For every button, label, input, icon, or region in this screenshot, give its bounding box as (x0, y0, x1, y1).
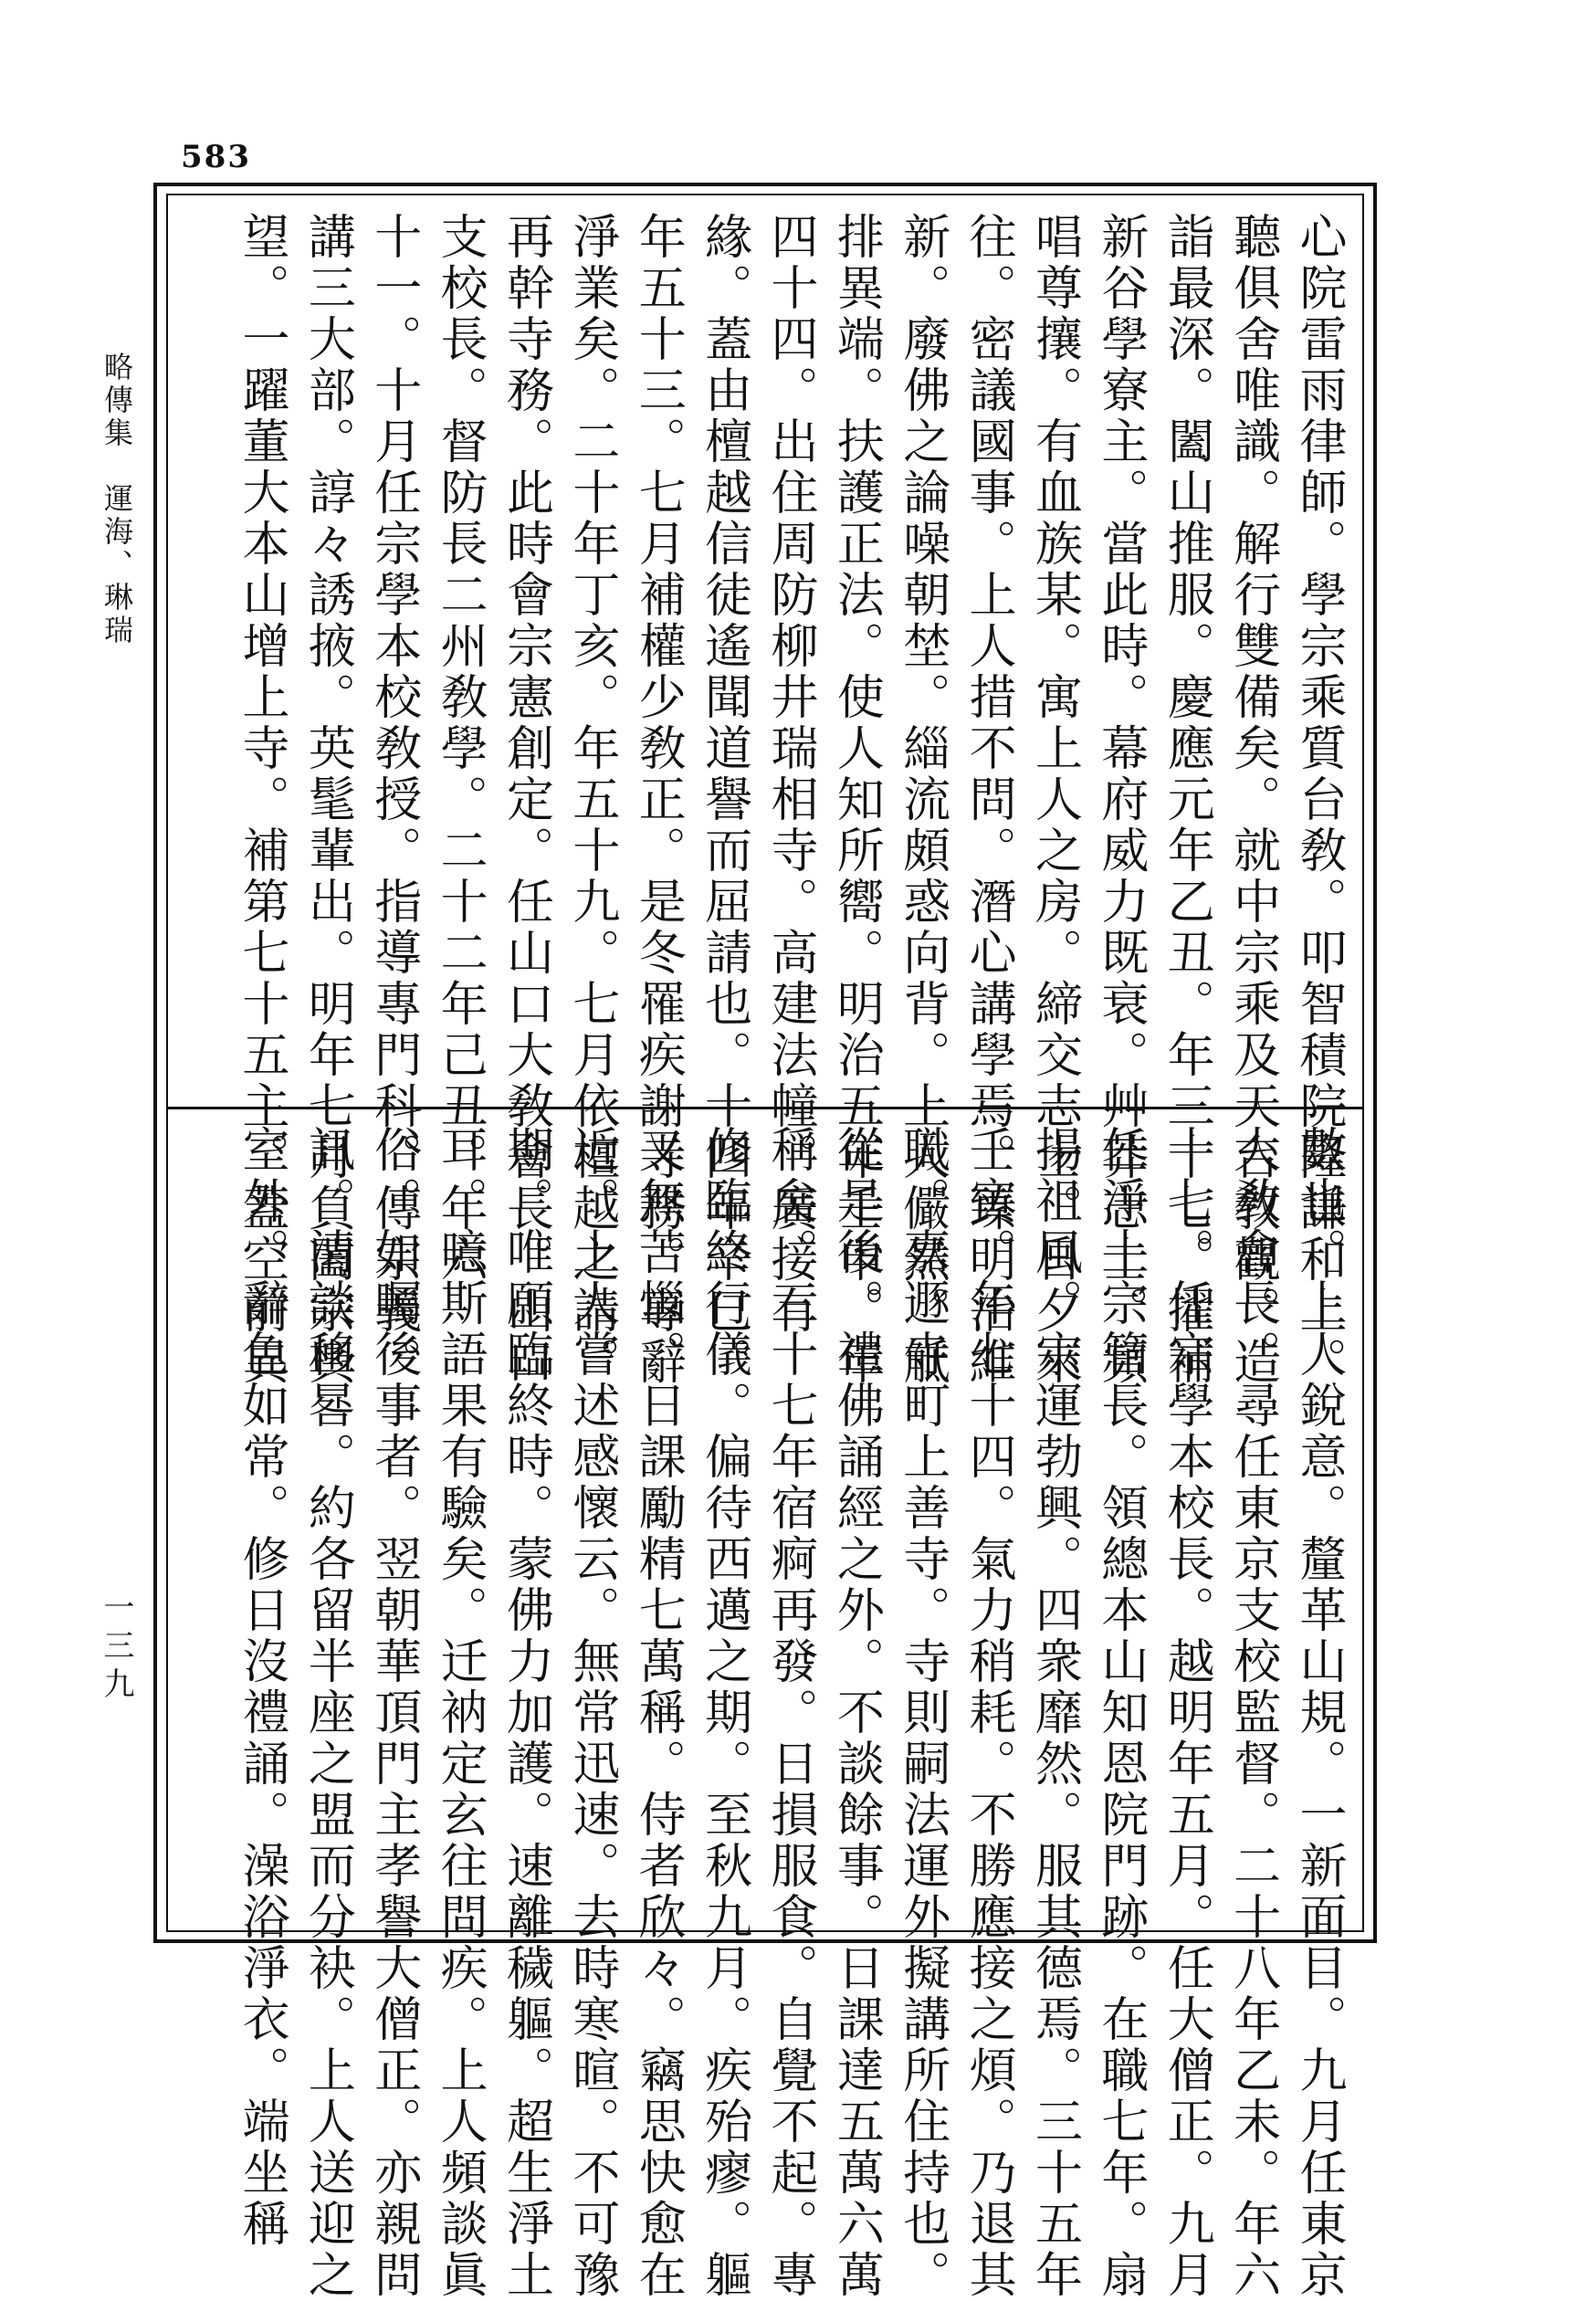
page-number: 583 (181, 139, 251, 175)
text-column: 職。嘉遯寺町上善寺。寺則嗣法運外擬講所住持也。 (894, 1125, 950, 2301)
text-column: 緣。蓋由檀越信徒遙聞道譽而屈請也。十四年辛巳。 (696, 212, 751, 1388)
text-column: 揚祖風。宗運勃興。四衆靡然。服其德焉。三十五年 (1026, 1125, 1082, 2301)
lower-text-block (234, 1125, 1346, 2301)
upper-text-block (234, 212, 1346, 1388)
text-column: 十七。任宗學本校長。越明年五月。任大僧正。九月 (1159, 1125, 1214, 2301)
text-column: 心院雷雨律師。學宗乘質台敎。叩智積院隆謙和上。 (1291, 212, 1346, 1388)
text-column: 修臨終行儀。偏待西邁之期。至秋九月。疾殆瘳。軀 (696, 1125, 751, 2301)
text-column: 近。上人嘗述感懷云。無常迅速。去時寒暄。不可豫 (563, 1125, 619, 2301)
text-column: 講三大部。諄々誘掖。英髦輩出。明年七月負闔宗輿 (299, 212, 355, 1388)
text-column: 年五十三。七月補權少敎正。是冬罹疾謝寺務。專辭 (630, 212, 686, 1388)
text-column: 大敎會長。尋任東京支校監督。二十八年乙未。年六 (1224, 1125, 1280, 2301)
running-header (95, 352, 134, 899)
text-column: 淨業矣。二十年丁亥。年五十九。七月依檀越之請。 (563, 212, 619, 1388)
text-column: 新谷學寮主。當此時。幕府威力既衰。艸莽志士。頻 (1092, 212, 1148, 1388)
text-column: 俗。如囑後事者。翌朝華頂門主孝譽大僧正。亦親問 (365, 1125, 421, 2301)
running-title: 略傳集 (100, 352, 134, 450)
text-column: 壬寅。年七十四。氣力稍耗。不勝應接之煩。乃退其 (961, 1125, 1016, 2301)
text-column: 期。唯願臨終時。蒙佛力加護。速離穢軀。超生淨土 (498, 1125, 553, 2301)
text-column: 排異端。扶護正法。使人知所嚮。明治五年壬申。年 (828, 212, 884, 1388)
text-column: 新。廢佛之論噪朝埜。緇流頗惑向背。上人儼然。觝 (894, 212, 950, 1388)
text-column: 室外。辭色如常。修日沒禮誦。澡浴淨衣。端坐稱 (234, 1125, 289, 2250)
text-column: 任淨土宗管長。領總本山知恩院門跡。在職七年。扇 (1092, 1125, 1148, 2301)
text-column: 十一。十月任宗學本校敎授。指導專門科。傳宗義。 (365, 212, 421, 1388)
text-column: 從是後。禮佛誦經之外。不談餘事。日課達五萬六萬 (828, 1125, 884, 2301)
text-column: 稱矣。三十七年宿痾再發。日損服食。自覺不起。專 (762, 1125, 817, 2301)
text-column: 訊。清談移晷。約各留半座之盟而分袂。上人送迎之 (299, 1125, 355, 2301)
text-column: 再幹寺務。此時會宗憲創定。任山口大敎會長。山口 (498, 212, 553, 1388)
running-subject: 運海、琳瑞 (100, 483, 134, 647)
text-column: 唱尊攘。有血族某。寓上人之房。締交志士。日夕來 (1026, 212, 1082, 1388)
text-column: 數也。上人銳意。釐革山規。一新面目。九月任東京 (1291, 1125, 1346, 2301)
text-column: 四十四。出住周防柳井瑞相寺。高建法幢。廣接有 (762, 212, 817, 1337)
side-page-number: 一三九 (98, 1591, 134, 1706)
text-column: 又無苦惱。日課勵精七萬稱。侍者欣々。竊思快愈在 (630, 1125, 686, 2301)
text-column: 聽俱舍唯識。解行雙備矣。就中宗乘及天台敎觀。造 (1224, 212, 1280, 1388)
text-column: 耳。噫斯語果有驗矣。迁衲定玄往問疾。上人頻談眞 (432, 1125, 488, 2301)
text-column: 望。一躍董大本山增上寺。補第七十五主。蓋空前異 (234, 212, 289, 1388)
text-column: 支校長。督防長二州敎學。二十二年己丑。年六 (432, 212, 488, 1286)
text-column: 詣最深。闔山推服。慶應元年乙丑。年三十七。擢補 (1159, 212, 1214, 1388)
text-column: 往。密議國事。上人措不問。潛心講學焉。臻明治維 (961, 212, 1016, 1388)
